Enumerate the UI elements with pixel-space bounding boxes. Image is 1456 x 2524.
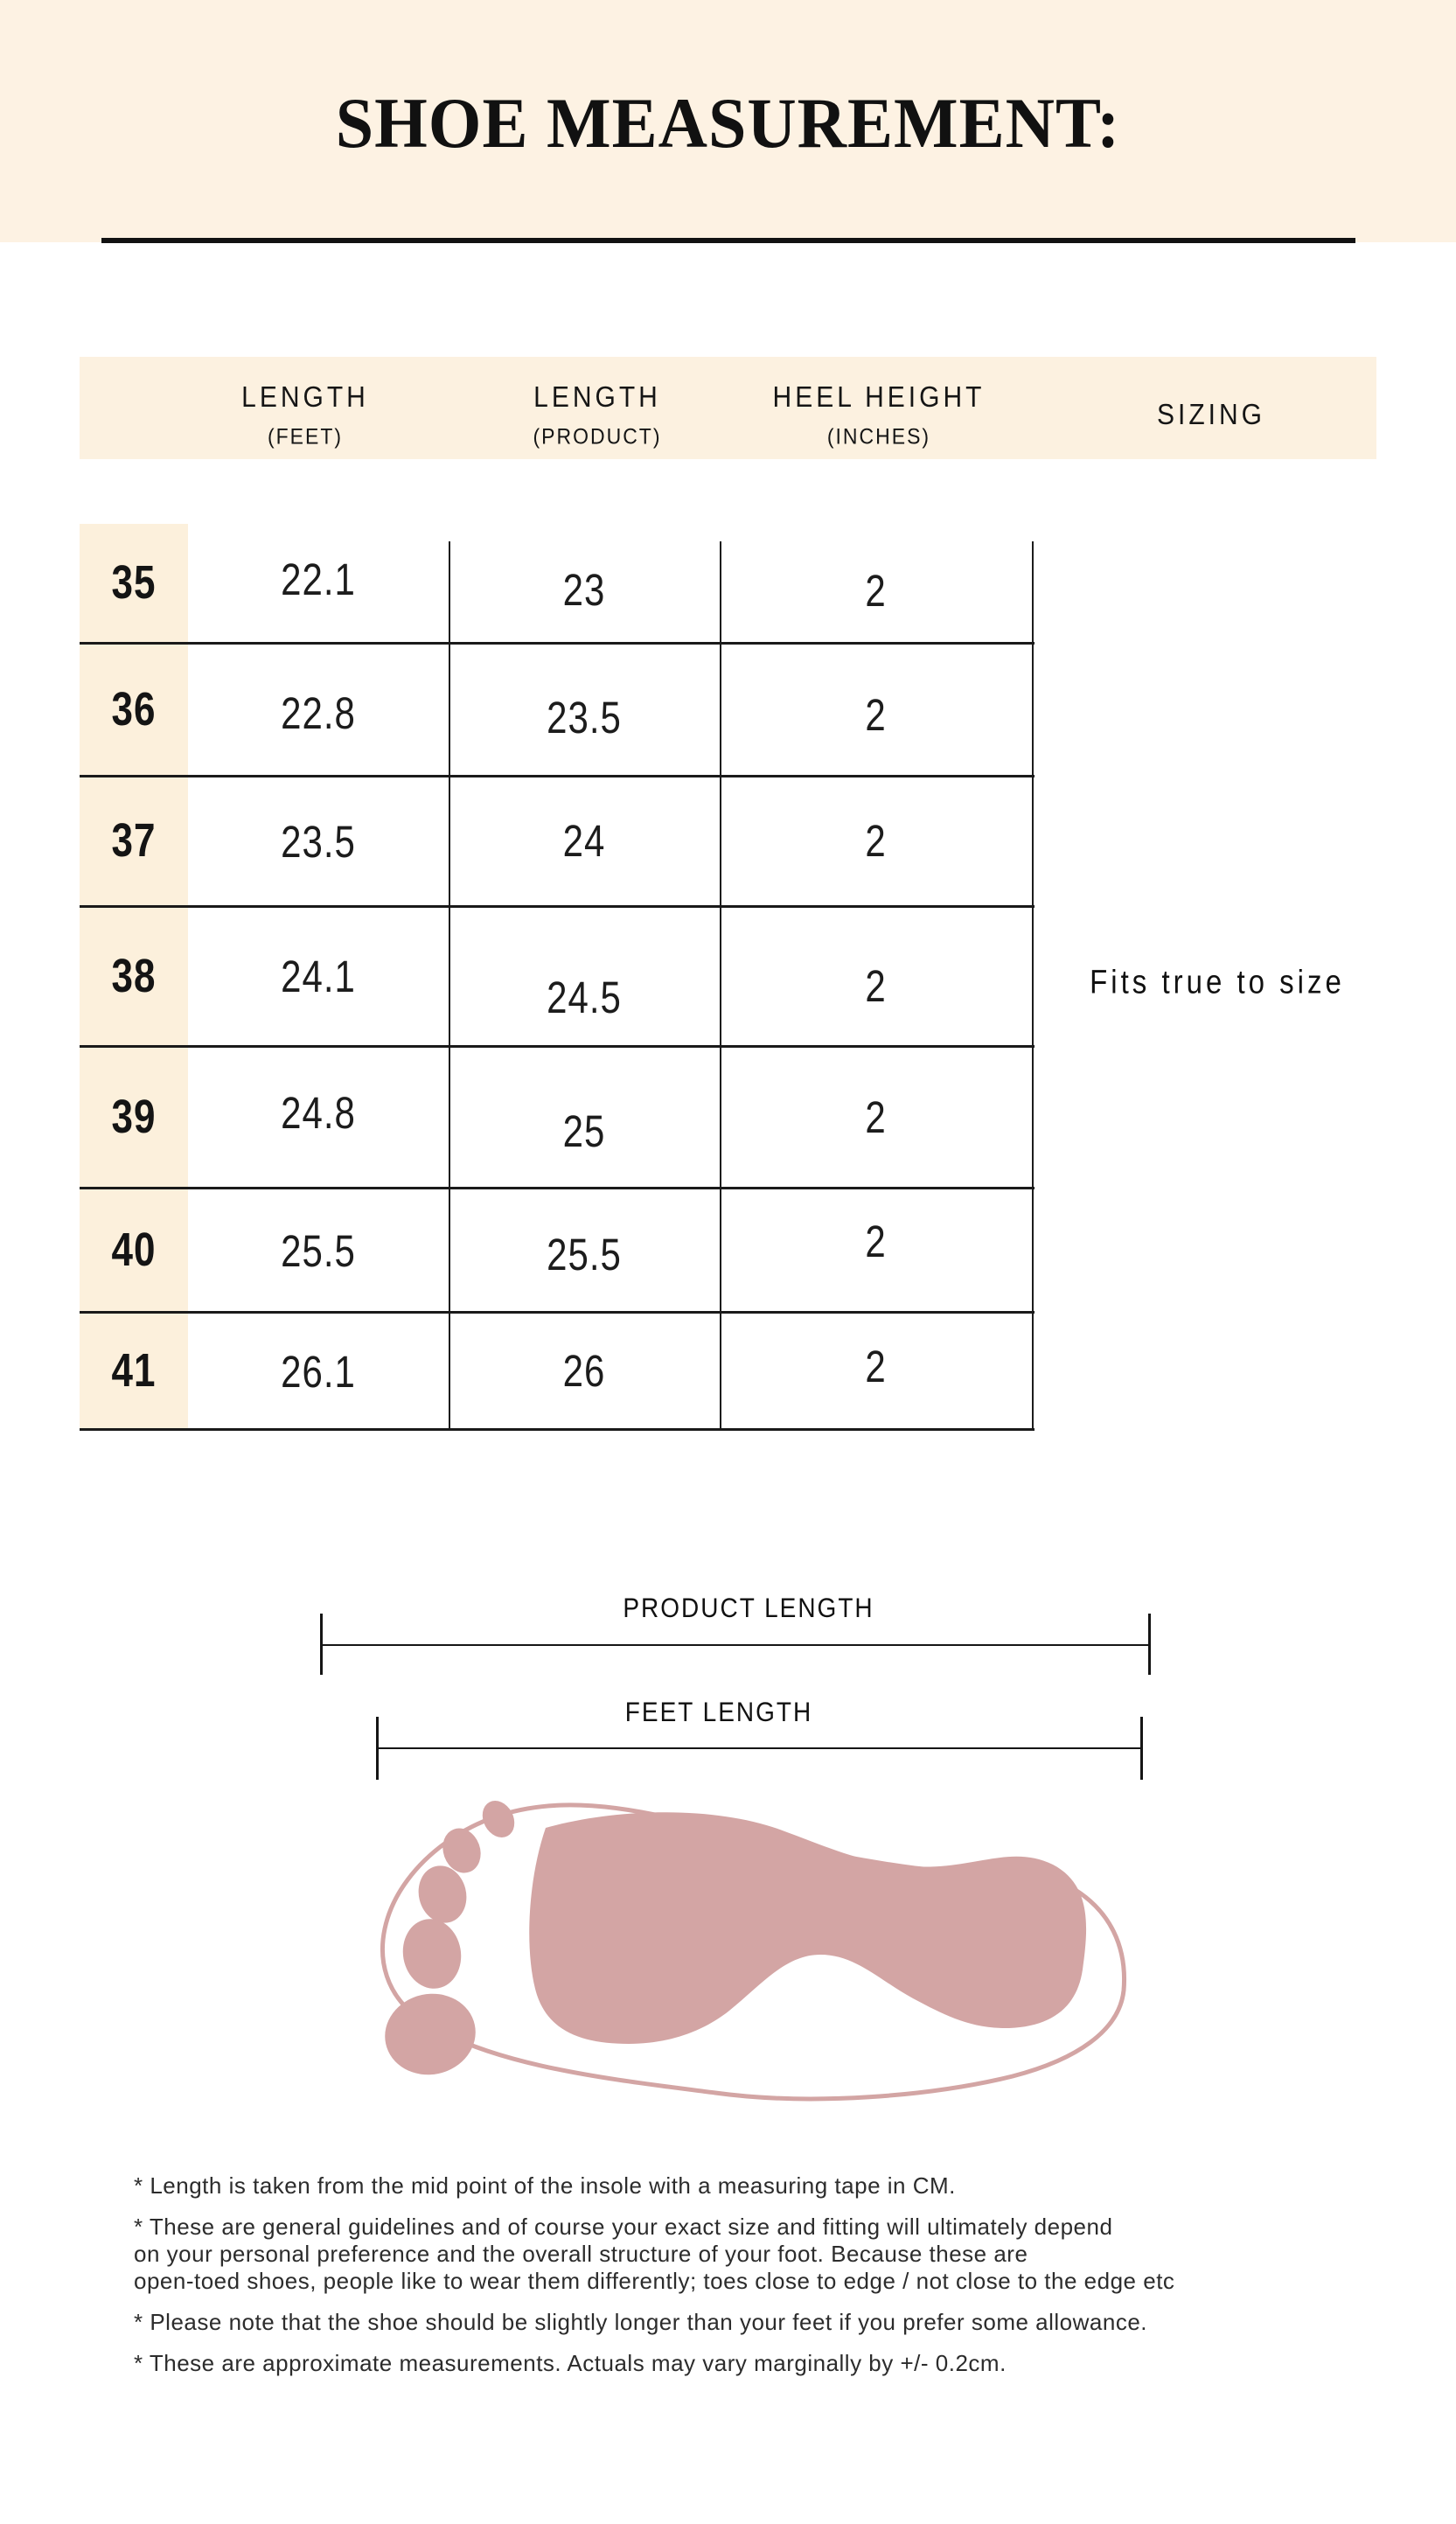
column-sublabel: (FEET) <box>267 423 344 450</box>
column-header-length-product <box>533 380 662 450</box>
cell-product: 24 <box>562 815 606 867</box>
cell-heel: 2 <box>865 815 887 867</box>
size-table <box>80 524 1035 1431</box>
cell-feet: 22.8 <box>281 687 356 738</box>
cell-heel: 2 <box>865 1341 887 1391</box>
cell-product: 25 <box>562 1105 606 1156</box>
banner <box>0 0 1456 242</box>
cell-feet: 24.8 <box>281 1087 356 1138</box>
table-row <box>80 1048 1035 1189</box>
table-row <box>80 524 1035 645</box>
feet-length-label: FEET LENGTH <box>624 1697 813 1727</box>
cell-feet: 24.1 <box>281 951 356 1001</box>
footprint-illustration <box>325 1781 1147 2122</box>
cell-feet: 22.1 <box>281 554 356 604</box>
table-row <box>80 1189 1035 1314</box>
footnote: * Length is taken from the mid point of the insole with a measuring tape in CM. <box>134 2172 956 2199</box>
cell-heel: 2 <box>865 1216 887 1266</box>
cell-size: 36 <box>111 683 157 736</box>
feet-length-tick-left <box>376 1717 379 1780</box>
table-row <box>80 908 1035 1048</box>
column-label: LENGTH <box>241 380 369 414</box>
cell-size: 37 <box>111 814 157 868</box>
cell-product: 25.5 <box>547 1229 622 1279</box>
cell-feet: 23.5 <box>281 816 356 868</box>
cell-heel: 2 <box>865 689 887 740</box>
column-header-length-feet <box>241 380 369 450</box>
sizing-fit-note: Fits true to size <box>1090 963 1345 1001</box>
cell-size: 41 <box>111 1344 157 1397</box>
product-length-label: PRODUCT LENGTH <box>623 1593 874 1623</box>
page-title: SHOE MEASUREMENT: <box>335 83 1121 163</box>
cell-size: 40 <box>111 1224 157 1276</box>
table-row <box>80 645 1035 777</box>
column-sublabel: (PRODUCT) <box>533 423 662 450</box>
column-label: LENGTH <box>533 380 661 414</box>
toe-small <box>477 1795 521 1844</box>
footnote: * These are general guidelines and of course your exact size and fitting will ultimately depend on your personal preference and the overall structure of your foot. Because these are open-toed shoes, people like to wear them differently; toes close to edge / not close to the edge etc <box>134 2214 1175 2294</box>
footnote: * These are approximate measurements. Actuals may vary marginally by +/- 0.2cm. <box>134 2350 1007 2376</box>
divider-line <box>101 238 1355 243</box>
product-length-tick-right <box>1148 1614 1151 1675</box>
table-row <box>80 1314 1035 1431</box>
cell-product: 26 <box>562 1345 606 1396</box>
foot-sole-shape <box>529 1812 1086 2044</box>
cell-heel: 2 <box>865 565 887 616</box>
cell-size: 38 <box>111 950 157 1002</box>
notes <box>134 2172 1384 2391</box>
column-label: SIZING <box>1156 398 1266 431</box>
table-row <box>80 777 1035 908</box>
cell-size: 39 <box>111 1091 157 1143</box>
column-sublabel: (INCHES) <box>826 423 931 450</box>
cell-heel: 2 <box>865 960 887 1011</box>
column-header-sizing <box>1156 398 1266 431</box>
cell-product: 23 <box>562 564 606 615</box>
product-length-tick-left <box>320 1614 323 1675</box>
feet-length-line <box>377 1747 1142 1749</box>
table-rows <box>80 524 1035 1431</box>
cell-product: 24.5 <box>547 972 622 1022</box>
cell-heel: 2 <box>865 1091 887 1142</box>
toe <box>398 1914 467 1993</box>
cell-feet: 25.5 <box>281 1225 356 1276</box>
table-header <box>80 357 1376 459</box>
product-length-line <box>321 1644 1150 1646</box>
cell-product: 23.5 <box>547 692 622 743</box>
footnote: * Please note that the shoe should be slightly longer than your feet if you prefer some allowance. <box>134 2309 1148 2335</box>
big-toe <box>378 1985 484 2083</box>
cell-feet: 26.1 <box>281 1346 356 1397</box>
column-label: HEEL HEIGHT <box>772 380 986 414</box>
feet-length-tick-right <box>1140 1717 1143 1780</box>
column-header-heel-height <box>772 380 986 450</box>
cell-size: 35 <box>111 556 157 609</box>
